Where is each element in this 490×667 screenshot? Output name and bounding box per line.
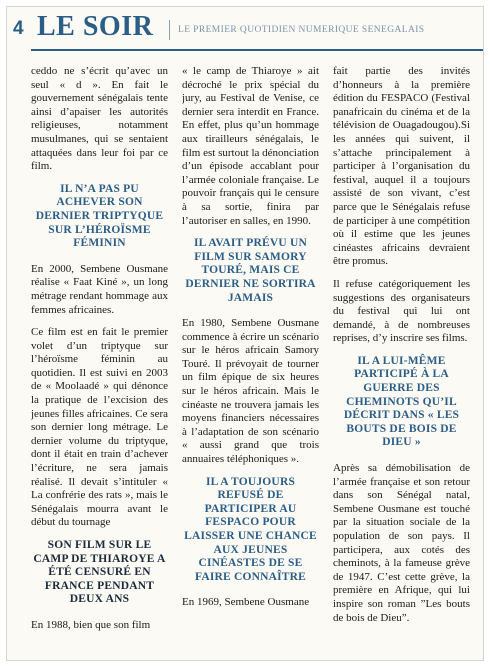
section-heading: SON FILM SUR LE CAMP DE THIAROYE A ÉTÉ CENSURÉ EN FRANCE PENDANT DEUX ANS bbox=[33, 539, 166, 606]
section-heading: IL AVAIT PRÉVU UN FILM SUR SAMORY TOURÉ, MAIS CE DERNIER NE SORTIRA JAMAIS bbox=[185, 237, 316, 304]
section-heading: IL A TOUJOURS REFUSÉ DE PARTICIPER AU FESPACO POUR LAISSER UNE CHANCE AUX JEUNES CINÉASTES DE SE FAIRE CONNAÎTRE bbox=[184, 475, 317, 583]
column-1 bbox=[31, 65, 168, 655]
masthead bbox=[7, 7, 483, 53]
masthead-tagline: LE PREMIER QUOTIDIEN NUMERIQUE SENEGALAIS bbox=[178, 25, 425, 35]
paragraph: Ce film est en fait le premier volet d’un triptyque sur l’héroïsme féminin au quotidien. Il est suivi en 2003 de « Moolaadé » qui dénonce la pratique de l’excision des jeunes filles africaines. Ce sera son dernier long métrage. Le dernier volume du triptyque, dont il était en train d’achever l’écriture, ne sera jamais réalisé. Il devait s’intituler « La confrérie des rats », mais le Sénégalais mourra avant le début du tournage bbox=[31, 326, 168, 529]
paragraph: En 1988, bien que son film bbox=[31, 618, 151, 631]
column-2 bbox=[182, 65, 319, 655]
paragraph: En 1969, Sembene Ousmane bbox=[182, 596, 310, 609]
section-heading: IL A LUI-MÊME PARTICIPÉ À LA GUERRE DES CHEMINOTS QU’IL DÉCRIT DANS « LES BOUTS DE BOIS DE DIEU » bbox=[343, 354, 460, 449]
page-number: 4 bbox=[13, 18, 24, 39]
masthead-rule bbox=[31, 49, 483, 51]
paragraph: En 2000, Sembene Ousmane réalise « Faat Kiné », un long métrage rendant hommage aux femmes africaines. bbox=[31, 262, 168, 316]
brand-logo: LE SOIR bbox=[37, 11, 154, 42]
article-body bbox=[31, 65, 472, 655]
paragraph: « le camp de Thiaroye » ait décroché le prix spécial du jury, au Festival de Venise, ce dernier sera interdit en France. En effet, plus qu’un hommage aux tirailleurs sénégalais, le film est surtout la dénonciation d’un épisode accablant pour l’armée coloniale française. Le pouvoir français qui le censure à sa sortie, finira par l’autoriser en salles, en 1990. bbox=[182, 65, 319, 227]
paragraph: Après sa démobilisation de l’armée française et son retour dans son Sénégal natal, Sembene Ousmane est touché par la situation sociale de la population de son pays. Il participera, aux cotés des cheminots, à la fameuse grève de 1947. C’est cette grève, la première en Afrique, qui lui inspire son roman ”Les bouts de bois de Dieu”. bbox=[333, 462, 470, 624]
paragraph: Il refuse catégoriquement les suggestions des organisateurs du festival qui lui ont demandé, à de nombreuses reprises, d’y inscrire ses films. bbox=[333, 277, 470, 345]
paragraph: fait partie des invités d’honneurs à la première édition du FESPACO (Festival panafricain du cinéma et de la télévision de Ouagadougou).Si les années qui suivent, il s’attache principalement à participer à l’organisation du festival, auquel il a toujours assisté de son vivant, c’est parce que le Sénégalais refuse de participer à une compétition où il estime que les jeunes cinéastes africains devraient être promus. bbox=[333, 65, 470, 268]
newspaper-page bbox=[6, 6, 484, 661]
paragraph: ceddo ne s’écrit qu’avec un seul « d ». En fait le gouvernement sénégalais tente ainsi d’apaiser les autorités religieuses, notamment musulmanes, qui se sentaient attaquées dans leur foi par ce film. bbox=[31, 65, 168, 173]
section-heading: IL N’A PAS PU ACHEVER SON DERNIER TRIPTYQUE SUR L’HÉROÏSME FÉMININ bbox=[35, 182, 164, 250]
column-3 bbox=[333, 65, 470, 655]
masthead-divider bbox=[169, 20, 170, 40]
paragraph: En 1980, Sembene Ousmane commence à écrire un scénario sur le héros africain Samory Touré. Il prévoyait de tourner un film épique de six heures sur le héros africain. Mais le cinéaste ne trouvera jamais les moyens financiers nécessaires à l’adaptation de son scénario « aussi grand que trois annuaires téléphoniques ». bbox=[182, 317, 319, 466]
